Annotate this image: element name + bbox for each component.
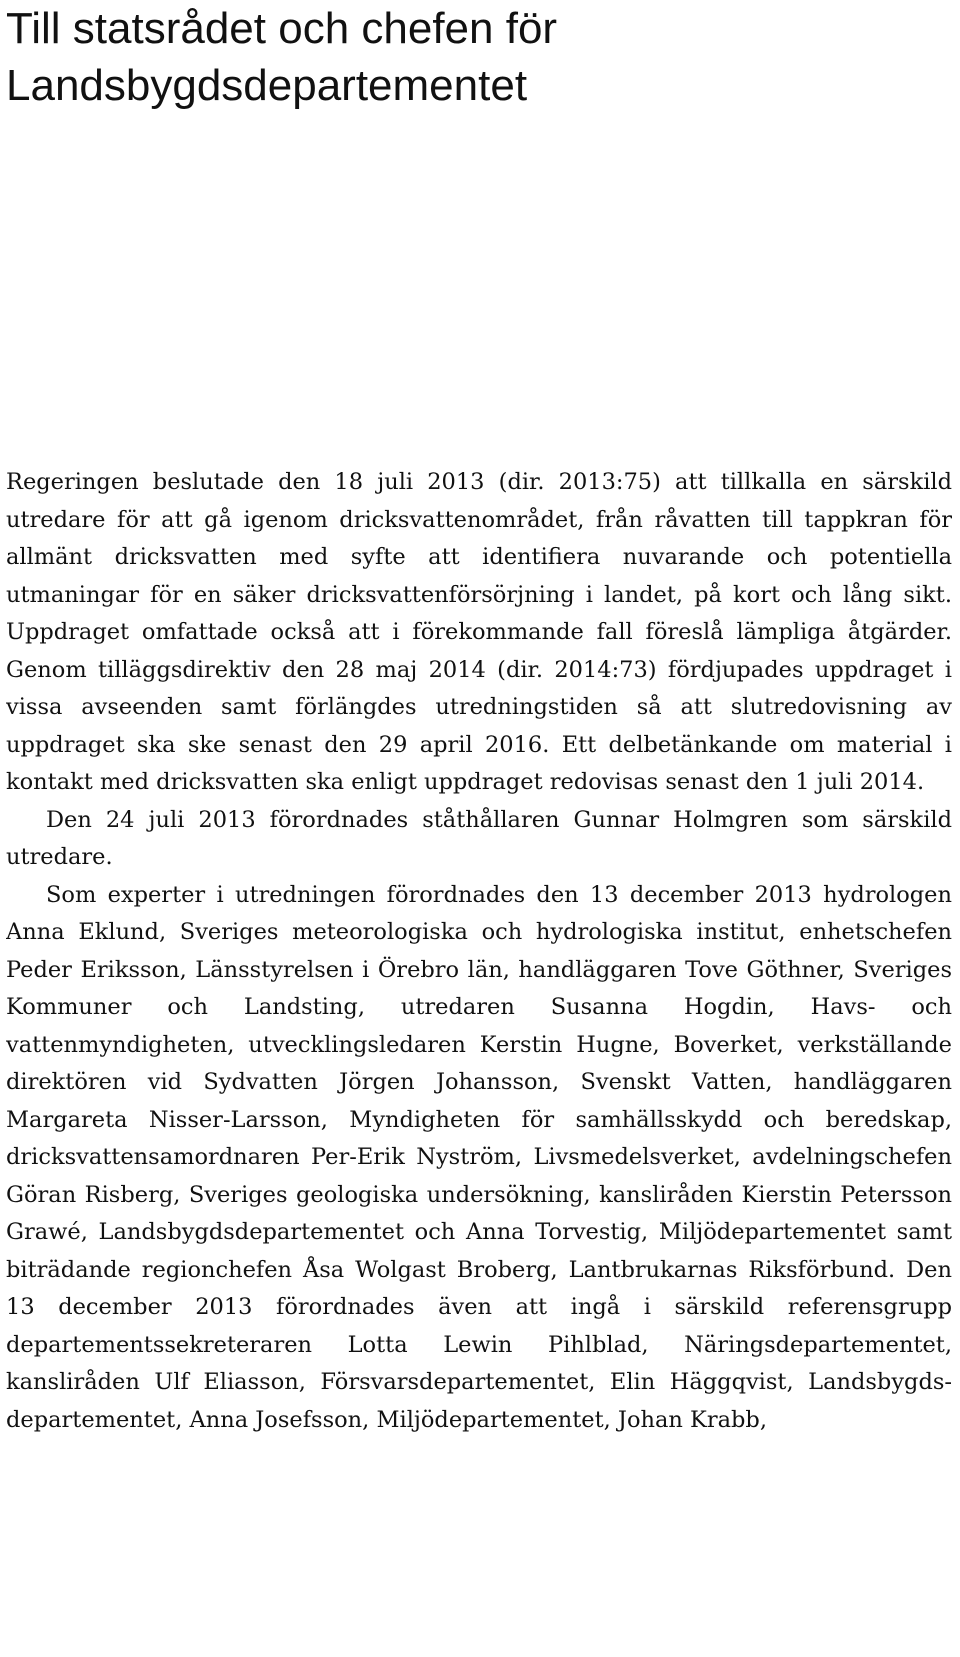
document-page	[6, 0, 952, 1657]
paragraph-appointment: Den 24 juli 2013 förordnades ståthållaren Gunnar Holmgren som särskild utredare.	[6, 806, 952, 870]
paragraph-commission: Regeringen beslutade den 18 juli 2013 (dir. 2013:75) att tillkalla en särskild utredare för att gå igenom dricksvattenområdet, från råvatten till tappkran för allmänt dricksvatten med syfte att identifiera nuvarande och potentiella utmaningar för en säker dricksvattenförsörjning i landet, på kort och lång sikt. Uppdraget omfattade också att i förekommande fall föreslå lämpliga åtgärder. Genom tilläggsdirektiv den 28 maj 2014 (dir. 2014:73) fördjupades uppdraget i vissa avseenden samt förlängdes utredningstiden så att slutredovisning av uppdraget ska ske senast den 29 april 2016. Ett delbetänkande om material i kontakt med dricksvatten ska enligt uppdraget redovisas senast den 1 juli 2014.	[6, 469, 952, 795]
title-line-2: Landsbygdsdepartementet	[6, 61, 528, 110]
paragraph-experts: Som experter i utredningen förordnades den 13 december 2013 hydrologen Anna Eklund, Sveriges meteorologiska och hydrologiska institut, enhetschefen Peder Eriksson, Länsstyrelsen i Örebro län, handläggaren Tove Göthner, Sveriges Kommuner och Landsting, utredaren Susanna Hogdin, Havs- och vattenmyndigheten, utvecklingsledaren Kerstin Hugne, Boverket, verkställande direktören vid Sydvatten Jörgen Johansson, Svenskt Vatten, handläggaren Margareta Nisser-Larsson, Myndigheten för samhällsskydd och beredskap, dricksvattensamordnaren Per-Erik Nyström, Livsmedelsverket, avdelningschefen Göran Risberg, Sveriges geologiska undersökning, kansliråden Kierstin Petersson Grawé, Landsbygdsdepartementet och Anna Torvestig, Miljödepartementet samt biträdande regionchefen Åsa Wolgast Broberg, Lantbrukarnas Riksförbund. Den 13 december 2013 förordnades även att ingå i särskild referensgrupp departementssekreteraren Lotta Lewin Pihlblad, Näringsdepartementet, kansliråden Ulf Eliasson, Försvarsdepartementet, Elin Häggqvist, Landsbygdsdepartementet, Anna Josefsson, Miljödepartementet, Johan Krabb,	[6, 881, 952, 1433]
body-text	[6, 464, 952, 1439]
title-line-1: Till statsrådet och chefen för	[6, 4, 558, 53]
page-title	[6, 0, 952, 114]
